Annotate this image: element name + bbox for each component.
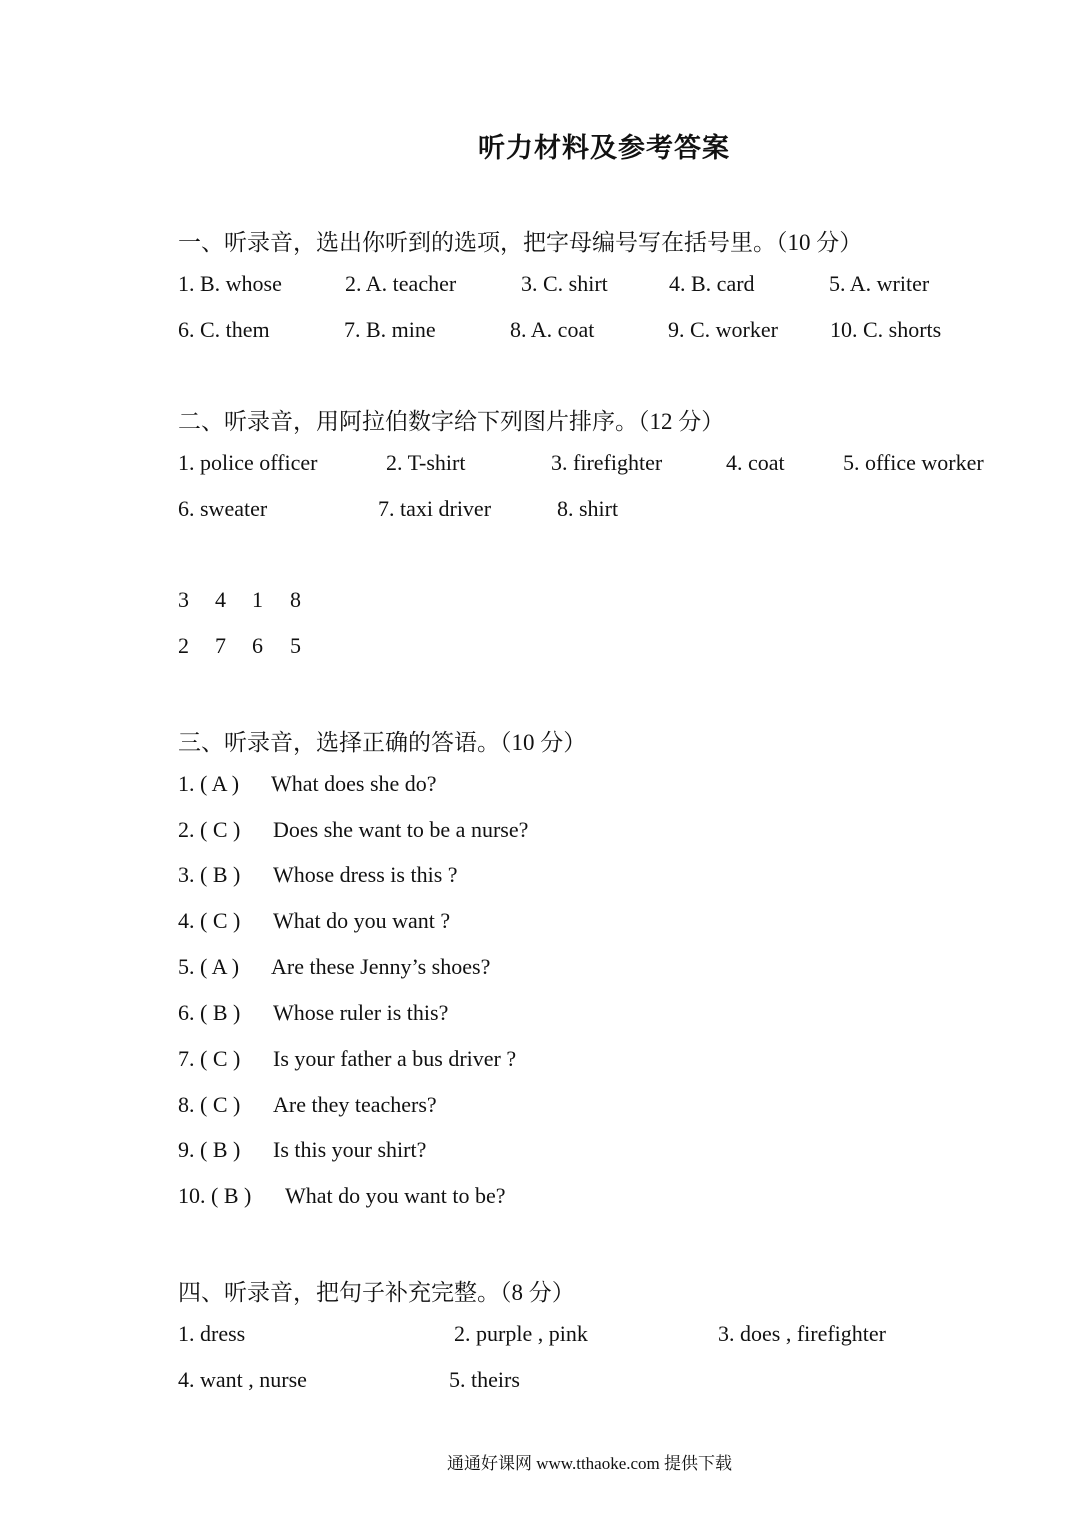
s4-answer-3: 3. does , firefighter [718, 1321, 886, 1346]
s3-answer-number: 3. ( B ) [178, 862, 241, 887]
s2-item-1: 1. police officer [178, 450, 318, 475]
s4-answer-2: 2. purple , pink [454, 1321, 588, 1346]
s3-question-text: Is your father a bus driver ? [273, 1046, 517, 1071]
s1-answer-5: 5. A. writer [829, 271, 930, 296]
s1-answer-8: 8. A. coat [510, 317, 595, 342]
s2-item-8: 8. shirt [557, 496, 619, 521]
s3-answer-number: 8. ( C ) [178, 1092, 241, 1117]
s3-question-text: What does she do? [271, 771, 437, 796]
s3-question-text: What do you want ? [273, 908, 451, 933]
s3-answer-number: 7. ( C ) [178, 1046, 241, 1071]
s2-item-2: 2. T-shirt [386, 450, 466, 475]
s3-answer-number: 2. ( C ) [178, 817, 241, 842]
s1-answer-1: 1. B. whose [178, 271, 282, 296]
s3-answer-number: 4. ( C ) [178, 908, 241, 933]
section-1-heading: 一、听录音，选出你听到的选项，把字母编号写在括号里。（10 分） [178, 230, 863, 255]
s3-answer-number: 1. ( A ) [178, 771, 240, 796]
s2-order-5: 2 [178, 633, 189, 658]
s3-answer-number: 5. ( A ) [178, 954, 240, 979]
s3-question-text: Whose ruler is this? [273, 1000, 449, 1025]
s4-answer-5: 5. theirs [449, 1367, 520, 1392]
s3-answer-number: 10. ( B ) [178, 1183, 252, 1208]
s3-question-text: What do you want to be? [285, 1183, 506, 1208]
s2-item-6: 6. sweater [178, 496, 268, 521]
page-footer: 通通好课网 www.tthaoke.com 提供下载 [447, 1454, 733, 1473]
s1-answer-3: 3. C. shirt [521, 271, 608, 296]
section-2-heading: 二、听录音，用阿拉伯数字给下列图片排序。（12 分） [178, 409, 725, 434]
s1-answer-4: 4. B. card [669, 271, 755, 296]
s1-answer-9: 9. C. worker [668, 317, 778, 342]
s3-question-text: Are they teachers? [273, 1092, 437, 1117]
s2-order-6: 7 [215, 633, 226, 658]
s2-order-2: 4 [215, 587, 226, 612]
s2-order-7: 6 [252, 633, 263, 658]
s1-answer-10: 10. C. shorts [830, 317, 942, 342]
s1-answer-6: 6. C. them [178, 317, 270, 342]
s2-order-1: 3 [178, 587, 189, 612]
s1-answer-2: 2. A. teacher [345, 271, 457, 296]
s2-item-5: 5. office worker [843, 450, 984, 475]
s2-item-3: 3. firefighter [551, 450, 663, 475]
s2-item-4: 4. coat [726, 450, 785, 475]
section-4-heading: 四、听录音，把句子补充完整。（8 分） [178, 1280, 575, 1305]
s2-item-7: 7. taxi driver [378, 496, 492, 521]
section-3-heading: 三、听录音，选择正确的答语。（10 分） [178, 730, 587, 755]
s3-question-text: Is this your shirt? [273, 1137, 427, 1162]
s2-order-8: 5 [290, 633, 301, 658]
s3-answer-number: 6. ( B ) [178, 1000, 241, 1025]
s1-answer-7: 7. B. mine [344, 317, 436, 342]
s3-question-text: Are these Jenny’s shoes? [271, 954, 491, 979]
s4-answer-4: 4. want , nurse [178, 1367, 307, 1392]
s2-order-4: 8 [290, 587, 301, 612]
s3-question-text: Does she want to be a nurse? [273, 817, 529, 842]
s3-answer-number: 9. ( B ) [178, 1137, 241, 1162]
s4-answer-1: 1. dress [178, 1321, 246, 1346]
s2-order-3: 1 [252, 587, 263, 612]
s3-question-text: Whose dress is this ? [273, 862, 458, 887]
page-title: 听力材料及参考答案 [478, 133, 730, 163]
